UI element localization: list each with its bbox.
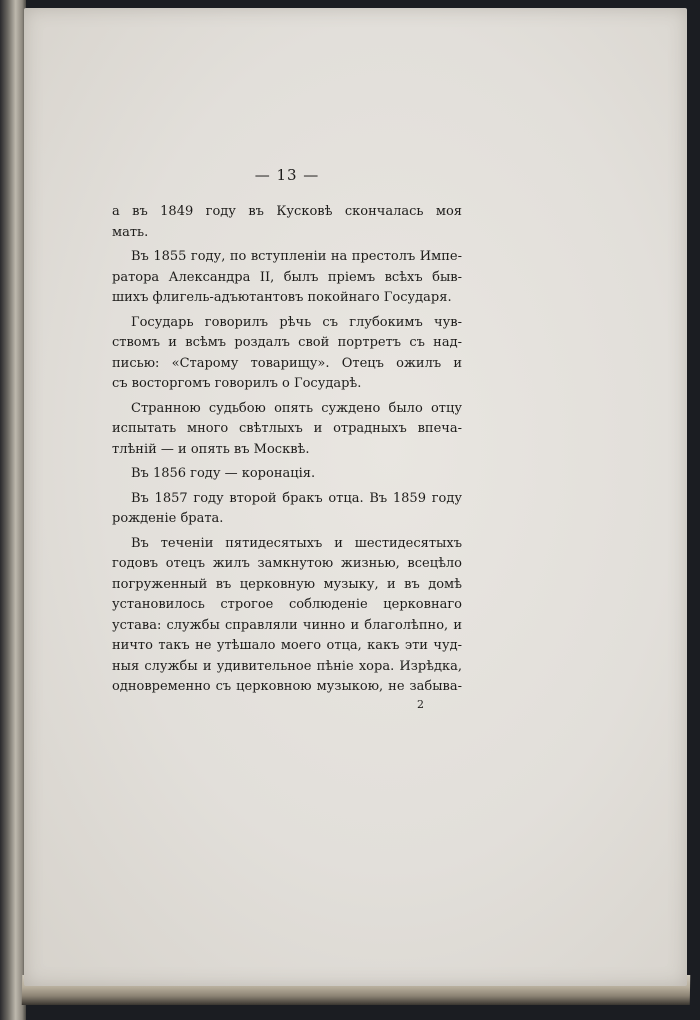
book-page [24, 8, 687, 986]
text-line: Въ 1856 году — коронація. [131, 466, 316, 481]
text-line: писью: «Старому товарищу». Отецъ ожилъ и [112, 355, 462, 371]
text-line: ратора Александра II, былъ пріемъ всѣхъ быв- [112, 269, 462, 285]
text-line: Въ 1857 году второй бракъ отца. Въ 1859 году [131, 490, 462, 506]
text-line: устава: службы справляли чинно и благолѣпно, и [112, 617, 462, 633]
text-line: Государь говорилъ рѣчь съ глубокимъ чув- [131, 314, 462, 330]
left-page-edge [0, 0, 26, 1020]
page-text-block [112, 166, 462, 712]
page-number: — 13 — [254, 166, 320, 184]
text-line: годовъ отецъ жилъ замкнутою жизнью, всецѣло [112, 556, 462, 571]
signature-mark: 2 [417, 697, 424, 711]
text-line: рожденіе брата. [112, 511, 224, 526]
text-line: съ восторгомъ говорилъ о Государѣ. [112, 376, 362, 391]
body-text [112, 202, 462, 698]
text-line: ствомъ и всѣмъ роздалъ свой портретъ съ над- [112, 335, 462, 350]
text-line: мать. [112, 224, 149, 240]
text-line: тлѣній — и опять въ Москвѣ. [112, 441, 310, 457]
text-line: ныя службы и удивительное пѣніе хора. Изрѣдка, [112, 658, 462, 674]
text-line: погруженный въ церковную музыку, и въ домѣ [112, 576, 462, 592]
text-line: а въ 1849 году въ Кусковѣ скончалась моя [112, 204, 462, 219]
text-line: установилось строгое соблюденіе церковнаго [112, 597, 462, 612]
text-line: одновременно съ церковною музыкою, не забыва- [112, 679, 462, 694]
text-line: Въ 1855 году, по вступленіи на престолъ Импе- [131, 249, 462, 264]
text-line: шихъ флигель-адъютантовъ покойнаго Государя. [112, 290, 452, 305]
text-line: ничто такъ не утѣшало моего отца, какъ эти чуд- [112, 638, 462, 653]
text-line: Въ теченіи пятидесятыхъ и шестидесятыхъ [131, 535, 462, 551]
text-line: Странною судьбою опять суждено было отцу [131, 400, 462, 416]
text-line: испытать много свѣтлыхъ и отрадныхъ впеча- [112, 421, 462, 436]
